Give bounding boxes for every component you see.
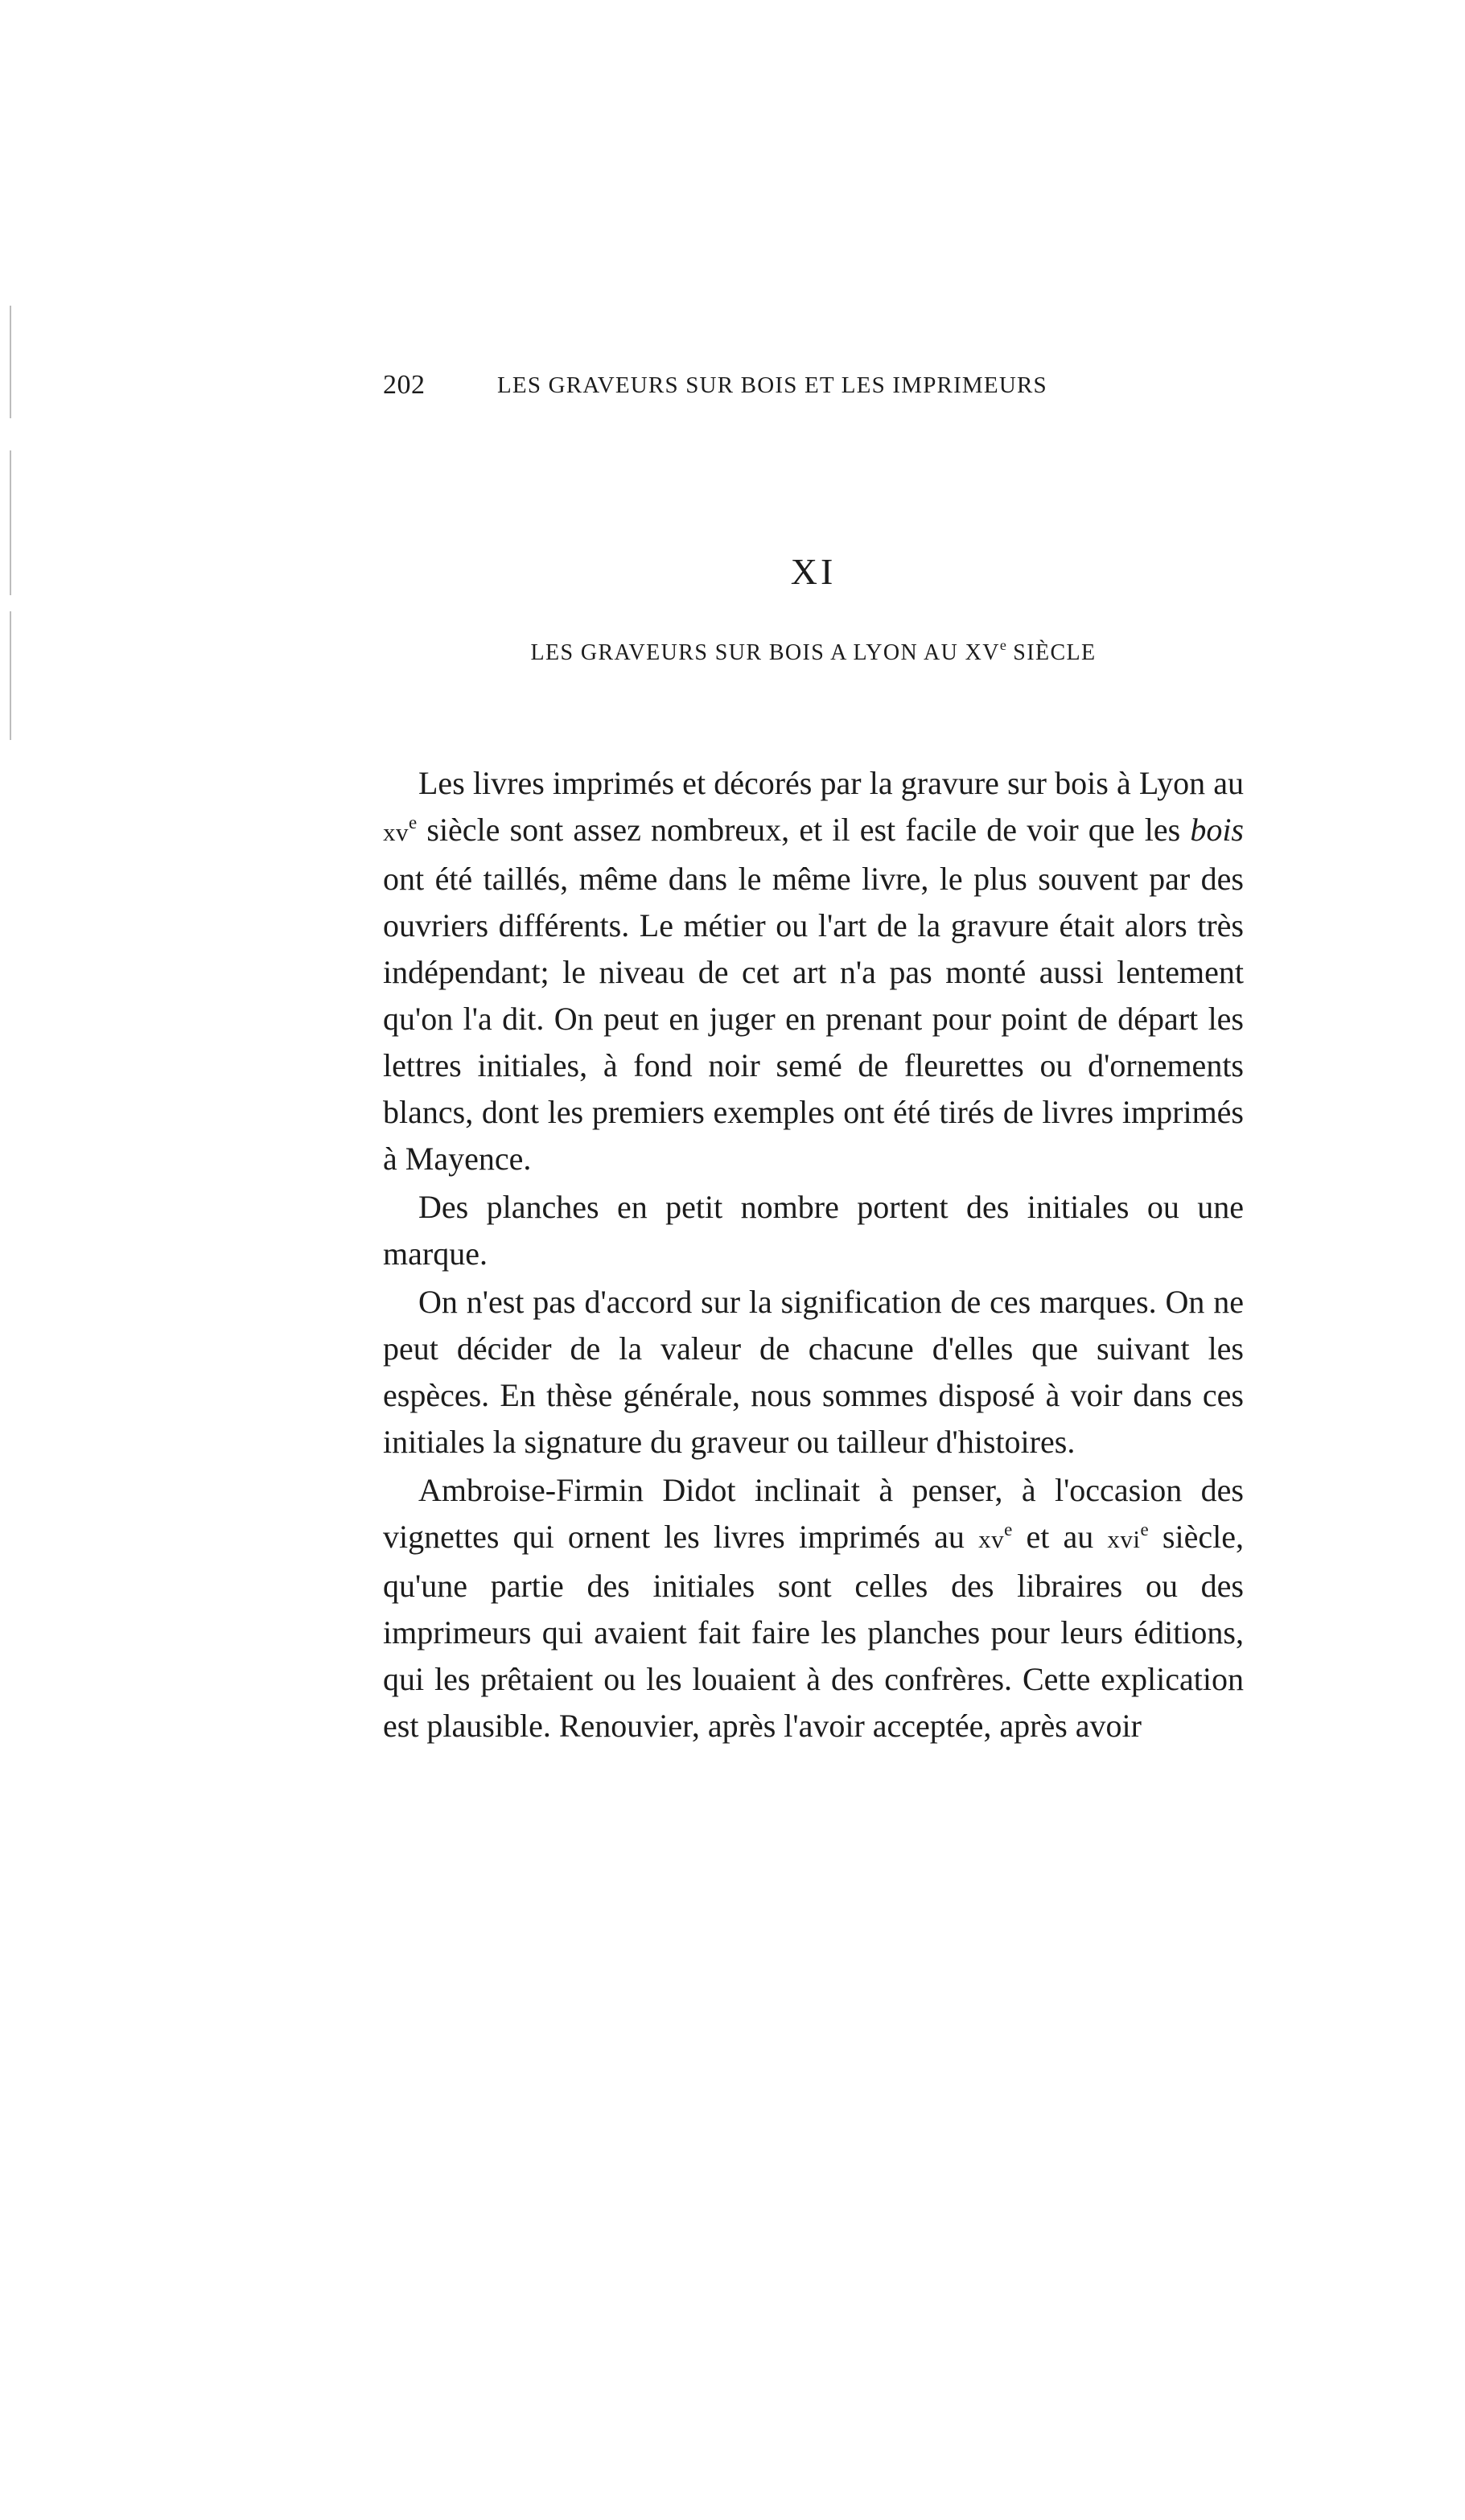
page-number: 202 [383, 370, 426, 400]
scan-margin-mark [10, 611, 11, 740]
running-head [383, 370, 1131, 402]
chapter-number: XI [790, 551, 837, 592]
paragraph-text: et au [1012, 1519, 1108, 1555]
superscript: e [1004, 1519, 1013, 1540]
century-numeral: xv [978, 1525, 1005, 1553]
paragraph-4 [383, 1467, 1244, 1749]
italic-word: bois [1190, 812, 1244, 848]
paragraph-text: Ambroise-Firmin Didot inclinait à penser, à l'occasion des vignettes qui ornent les livres imprimés au [383, 1472, 1244, 1555]
chapter-title [383, 637, 1244, 666]
chapter-title-text-end: SIÈCLE [1006, 640, 1097, 665]
chapter-title-superscript: e [999, 637, 1006, 653]
century-numeral: xvi [1107, 1525, 1141, 1553]
paragraph-text: siècle sont assez nombreux, et il est facile de voir que les [417, 812, 1191, 848]
scan-margin-mark [10, 450, 11, 595]
paragraph-2: Des planches en petit nombre portent des initiales ou une marque. [383, 1189, 1244, 1272]
paragraph-text: Les livres imprimés et décorés par la gravure sur bois à Lyon au [418, 765, 1244, 801]
paragraph-1 [383, 760, 1244, 1182]
chapter-title-text: LES GRAVEURS SUR BOIS A LYON AU XV [530, 640, 1000, 665]
paragraph-text: ont été taillés, même dans le même livre, le plus souvent par des ouvriers différents. Le métier ou l'art de la gravure était alors très indépendant; le niveau de cet art n'a pas monté aussi lentement qu'on l'a dit. On peut en juger en prenant pour point de départ les lettres initiales, à fond noir semé de fleurettes ou d'ornements blancs, dont les premiers exemples ont été tirés de livres imprimés à Mayence. [383, 861, 1244, 1177]
scan-margin-mark [10, 306, 11, 418]
running-title: LES GRAVEURS SUR BOIS ET LES IMPRIMEURS [497, 372, 1047, 398]
body-text [383, 760, 1244, 1751]
superscript: e [1140, 1519, 1149, 1540]
century-numeral: xv [383, 818, 409, 846]
paragraph-text: siècle, qu'une partie des initiales sont celles des libraires ou des imprimeurs qui avaient fait faire les planches pour leurs éditions, qui les prêtaient ou les louaient à des confrères. Cette explication est plausible. Renouvier, après l'avoir acceptée, après avoir [383, 1519, 1244, 1744]
superscript: e [409, 812, 418, 832]
paragraph-3: On n'est pas d'accord sur la signification de ces marques. On ne peut décider de la valeur de chacune d'elles que suivant les espèces. En thèse générale, nous sommes disposé à voir dans ces initiales la signature du graveur ou tailleur d'histoires. [383, 1284, 1244, 1460]
